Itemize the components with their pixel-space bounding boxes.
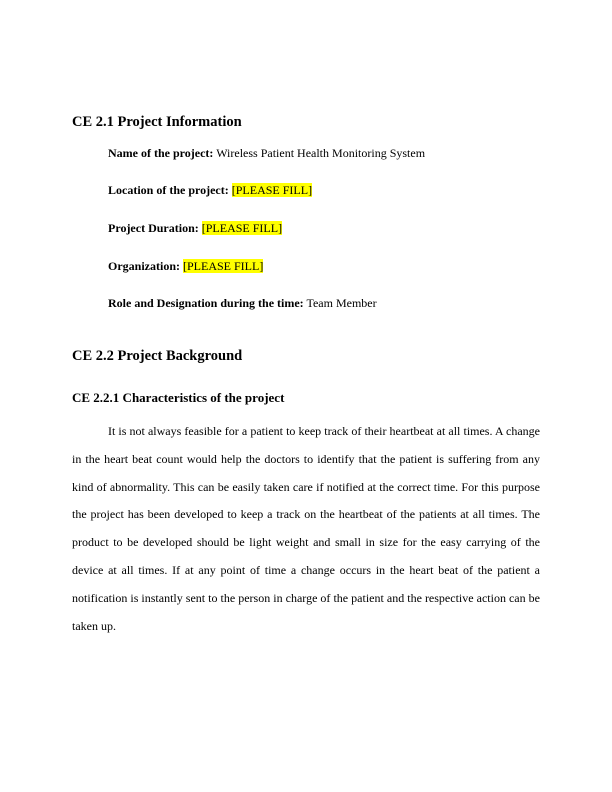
field-project-name xyxy=(108,146,425,161)
field-project-location xyxy=(108,183,312,198)
field-role-designation xyxy=(108,296,377,311)
section-heading-project-background: CE 2.2 Project Background xyxy=(72,348,243,364)
field-value-highlighted: [PLEASE FILL] xyxy=(183,259,264,273)
field-value-highlighted: [PLEASE FILL] xyxy=(201,221,283,235)
field-label: Location of the project: xyxy=(108,183,229,197)
field-project-duration xyxy=(108,221,282,236)
subsection-heading-characteristics: CE 2.2.1 Characteristics of the project xyxy=(72,390,285,405)
field-value: Team Member xyxy=(306,296,377,310)
field-label: Role and Designation during the time: xyxy=(108,296,304,310)
field-value: Wireless Patient Health Monitoring System xyxy=(216,146,426,160)
field-organization xyxy=(108,259,263,274)
section-heading-project-information: CE 2.1 Project Information xyxy=(72,114,242,130)
field-label: Name of the project: xyxy=(108,146,214,160)
field-label: Organization: xyxy=(108,259,180,273)
body-paragraph: It is not always feasible for a patient to keep track of their heartbeat at all times. A change in the heart beat count would help the doctors to identify that the patient is suffering from any kind of abnormality. This can be easily taken care if notified at the correct time. For this purpose the project has been developed to keep a track on the heartbeat of the patients at all times. The product to be developed should be light weight and small in size for the easy carrying of the device at all times. If at any point of time a change occurs in the heart beat of the patient a notification is instantly sent to the person in charge of the patient and the respective action can be taken up. xyxy=(72,424,540,633)
field-label: Project Duration: xyxy=(108,221,199,235)
field-value-highlighted: [PLEASE FILL] xyxy=(231,183,313,197)
